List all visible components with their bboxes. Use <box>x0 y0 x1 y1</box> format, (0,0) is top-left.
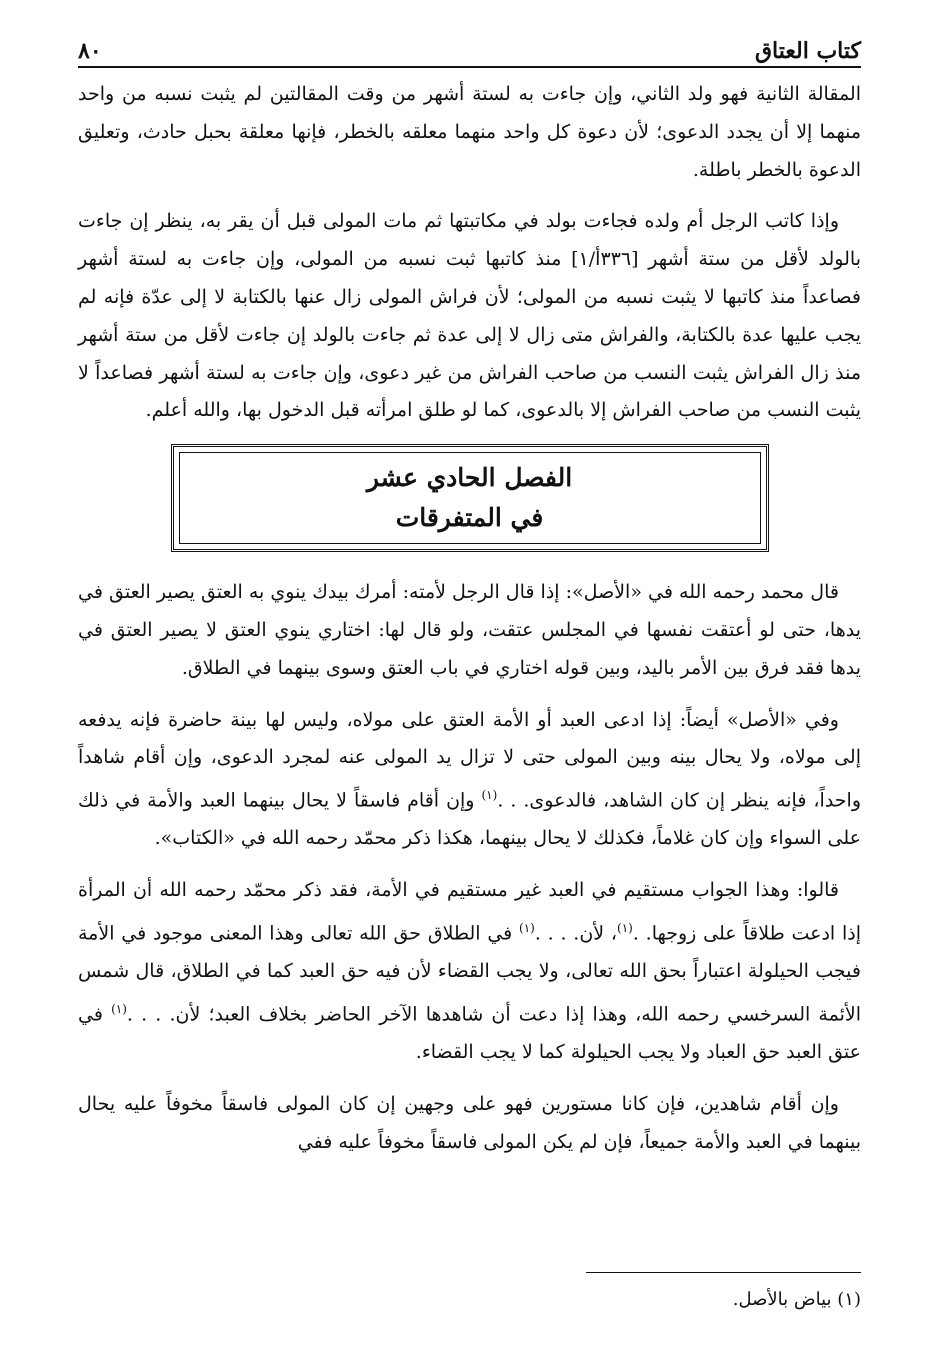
paragraph-text: وفي «الأصل» أيضاً: إذا ادعى العبد أو الأمة العتق على مولاه، وليس لها بينة حاضرة فإنه يدفعه إلى مولاه، ولا يحال بينه وبين المولى حتى لا تزال يد المولى عنه لمجرد الدعوى، وإن أقام شاهداً واحداً، فإنه ينظر إن كان الشاهد، فالدعوى. . . <box>78 708 861 812</box>
footnote-number: (١) <box>837 1289 861 1310</box>
paragraph <box>78 702 861 859</box>
paragraph-text: في الطلاق حق الله تعالى وهذا المعنى موجود في الأمة فيجب الحيلولة اعتباراً بحق الله تعالى، ولا يجب القضاء لأن فيه حق العبد كما في الطلاق، قال شمس الأئمة السرخسي رحمه الله، وهذا إذا دعت أن شاهدها الآخر الحاضر بخلاف العبد؛ لأن. . . . <box>78 922 861 1026</box>
chapter-title: الفصل الحادي عشر <box>366 463 573 493</box>
footnote-reference: (١) <box>617 920 633 935</box>
book-page <box>78 22 861 1310</box>
footnote-reference: (١) <box>481 788 498 803</box>
paragraph: المقالة الثانية فهو ولد الثاني، وإن جاءت به لستة أشهر من وقت المقالتين لم يثبت نسبه من واحد منهما إلا أن يجدد الدعوى؛ لأن دعوة كل واحد منهما معلقه بالخطر، فإنها معلقة بحبل حادث، وتعليق الدعوة بالخطر باطلة. <box>78 83 861 181</box>
paragraph-text: وإن أقام فاسقاً لا يحال بينهما العبد والأمة في ذلك على السواء وإن كان غلاماً، فكذلك لا يحال بينهما، هكذا ذكر محمّد رحمه الله في «الكتاب». <box>78 789 861 850</box>
body-text <box>78 76 861 1161</box>
running-header <box>78 22 861 68</box>
chapter-heading-box <box>171 444 769 552</box>
paragraph: وإذا كاتب الرجل أم ولده فجاءت بولد في مكاتبتها ثم مات المولى قبل أن يقر به، ينظر إن جاءت بالولد لأقل من ستة أشهر [٣٣٦أ/١] منذ كاتبها ثبت نسبه من المولى، وإن جاءت به لستة أشهر فصاعداً منذ كاتبها لا يثبت نسبه من المولى؛ لأن فراش المولى زال عنها بالكتابة لا إلى عدّة فإنه لم يجب عليها عدة بالكتابة، والفراش متى زال لا إلى عدة ثم جاءت بالولد إن جاءت لأقل من ستة أشهر منذ زال الفراش يثبت النسب من صاحب الفراش من غير دعوى، وإن جاءت به لستة أشهر فصاعداً لا يثبت النسب من صاحب الفراش إلا بالدعوى، كما لو طلق امرأته قبل الدخول بها، والله أعلم. <box>78 210 861 422</box>
footnote-reference: (١) <box>111 1001 127 1016</box>
footnote-reference: (١) <box>519 920 535 935</box>
footnote-text: بياض بالأصل. <box>732 1289 832 1310</box>
paragraph: وإن أقام شاهدين، فإن كانا مستورين فهو على وجهين إن كان المولى فاسقاً مخوفاً عليه يحال بينهما في العبد والأمة جميعاً، فإن لم يكن المولى فاسقاً مخوفاً عليه ففي <box>78 1092 861 1153</box>
paragraph-text: قالوا: وهذا الجواب مستقيم في العبد غير مستقيم في الأمة، فقد ذكر محمّد رحمه الله أن المرأة إذا ادعت طلاقاً على زوجها. . <box>78 879 861 945</box>
paragraph: قال محمد رحمه الله في «الأصل»: إذا قال الرجل لأمته: أمرك بيدك ينوي به العتق يصير العتق في يدها، حتى لو أعتقت نفسها في المجلس عتقت، ولو قال لها: اختاري ينوي العتق لا يصير العتق في يدها فقد فرق بين الأمر باليد، وبين قوله اختاري في باب العتق وسوى بينهما في الطلاق. <box>78 581 861 679</box>
running-title: كتاب العتاق <box>754 38 861 64</box>
chapter-subtitle: في المتفرقات <box>395 503 544 533</box>
paragraph-text: في عتق العبد حق العباد ولا يجب الحيلولة كما لا يجب القضاء. <box>78 1003 861 1063</box>
paragraph <box>78 872 861 1072</box>
page-number: ٨٠ <box>78 38 102 64</box>
chapter-heading-frame <box>179 452 761 544</box>
footnote <box>733 1286 861 1314</box>
paragraph-text: ، لأن. . . . <box>534 922 618 945</box>
footnote-separator <box>586 1272 861 1273</box>
